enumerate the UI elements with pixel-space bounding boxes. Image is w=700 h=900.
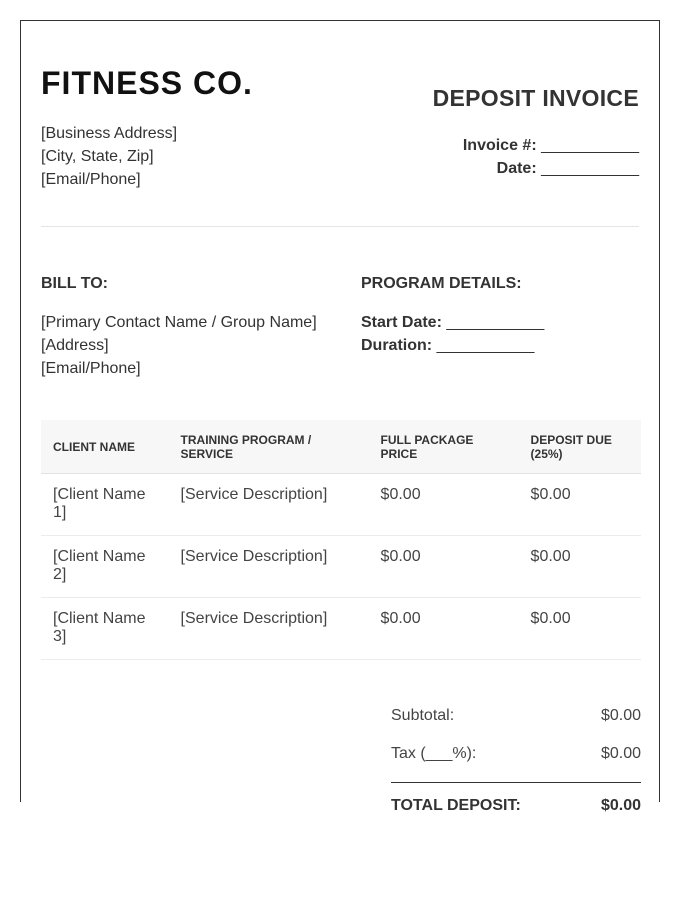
header-training-program: TRAINING PROGRAM / SERVICE (169, 420, 369, 474)
table-row (41, 474, 641, 536)
subtotal-label: Subtotal: (391, 707, 455, 724)
program-duration-line (361, 334, 544, 357)
program-start-line (361, 311, 544, 334)
invoice-number-label: Invoice #: (462, 137, 537, 154)
program-details-info (361, 311, 544, 357)
program-duration-value: ___________ (436, 337, 535, 354)
total-deposit-label: TOTAL DEPOSIT: (391, 797, 521, 814)
subtotal-value: $0.00 (600, 707, 641, 724)
cell-client-name: [Client Name 3] (41, 598, 169, 660)
program-details-heading: PROGRAM DETAILS: (361, 275, 522, 292)
cell-deposit-due: $0.00 (519, 474, 641, 536)
cell-full-price: $0.00 (369, 598, 519, 660)
invoice-number-value: ___________ (541, 137, 639, 154)
program-start-value: ___________ (446, 314, 545, 331)
cell-full-price: $0.00 (369, 536, 519, 598)
cell-service: [Service Description] (169, 474, 369, 536)
business-info (41, 122, 177, 191)
bill-to-info (41, 311, 317, 380)
invoice-date-value: ___________ (541, 160, 639, 177)
cell-full-price: $0.00 (369, 474, 519, 536)
tax-row (391, 743, 641, 781)
header-divider (41, 226, 639, 227)
totals-block (391, 705, 641, 833)
invoice-sheet (20, 20, 660, 814)
business-address: [Business Address] (41, 125, 178, 142)
invoice-number-line (463, 134, 639, 157)
program-start-label: Start Date: (361, 314, 442, 331)
header-client-name: CLIENT NAME (41, 420, 169, 474)
invoice-title: DEPOSIT INVOICE (432, 85, 639, 111)
cell-deposit-due: $0.00 (519, 598, 641, 660)
bill-to-contact: [Primary Contact Name / Group Name] (41, 314, 317, 331)
cell-client-name: [Client Name 1] (41, 474, 169, 536)
bill-to-address: [Address] (41, 337, 109, 354)
tax-label: Tax (___%): (391, 745, 477, 762)
line-items-table (41, 420, 641, 660)
cell-service: [Service Description] (169, 598, 369, 660)
bill-to-heading: BILL TO: (41, 275, 108, 292)
total-deposit-value: $0.00 (600, 797, 641, 814)
tax-value: $0.00 (600, 745, 641, 762)
business-city-state-zip: [City, State, Zip] (41, 148, 154, 165)
company-name: FITNESS CO. (41, 65, 253, 101)
invoice-meta (463, 134, 639, 180)
cell-client-name: [Client Name 2] (41, 536, 169, 598)
total-divider (391, 782, 641, 783)
total-deposit-row (391, 795, 641, 833)
subtotal-row (391, 705, 641, 743)
table-header-row (41, 420, 641, 474)
table-row (41, 598, 641, 660)
program-duration-label: Duration: (361, 337, 433, 354)
cell-deposit-due: $0.00 (519, 536, 641, 598)
invoice-date-label: Date: (496, 160, 537, 177)
table-row (41, 536, 641, 598)
business-email-phone: [Email/Phone] (41, 171, 141, 188)
bill-to-email-phone: [Email/Phone] (41, 360, 141, 377)
header-full-package-price: FULL PACKAGE PRICE (369, 420, 519, 474)
cell-service: [Service Description] (169, 536, 369, 598)
header-deposit-due: DEPOSIT DUE (25%) (519, 420, 641, 474)
invoice-date-line (463, 157, 639, 180)
